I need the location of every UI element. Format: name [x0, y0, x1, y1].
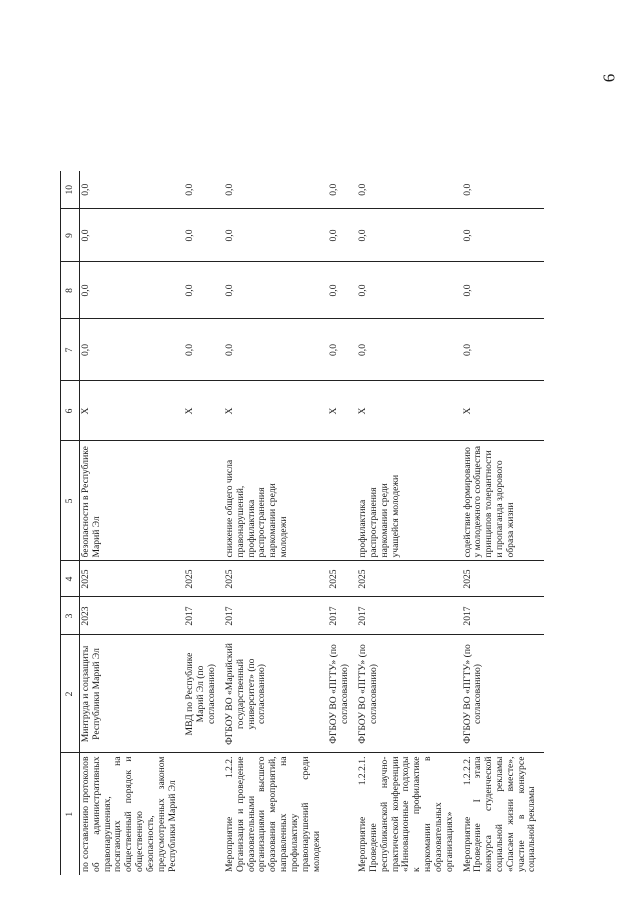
cell-mark: X — [80, 381, 185, 441]
cell-start-year: 2017 — [224, 597, 328, 635]
cell-measure: Мероприятие 1.2.2. Организация и проведение образовательными организациями высшего образования мероприятий, направленных на профилактику правонарушений среди молодежи — [223, 756, 322, 872]
cell-value: 0,0 — [184, 209, 223, 262]
cell-value: 0,0 — [357, 319, 461, 381]
cell-value: 0,0 — [184, 262, 223, 319]
cell-measure — [184, 753, 223, 875]
cell-value: 0,0 — [357, 209, 461, 262]
col-header-3: 3 — [61, 597, 80, 635]
cell-value: 0,0 — [80, 209, 185, 262]
cell-result: профилактика распространения наркомании среди учащейся молодежи — [357, 441, 461, 561]
cell-end-year: 2025 — [357, 561, 461, 597]
page-number: 6 — [599, 73, 619, 83]
table-row — [80, 171, 185, 875]
cell-result: безопасности в Республике Марий Эл — [80, 441, 185, 561]
cell-executor: ФГБОУ ВО «ПГТУ» (по согласованию) — [357, 635, 461, 753]
cell-start-year: 2017 — [328, 597, 357, 635]
cell-end-year: 2025 — [462, 561, 545, 597]
cell-value: 0,0 — [224, 171, 328, 209]
table-row — [357, 171, 461, 875]
cell-mark: X — [328, 381, 357, 441]
table-row — [184, 171, 223, 875]
table-row — [462, 171, 545, 875]
col-header-9: 9 — [61, 209, 80, 262]
cell-measure: Мероприятие 1.2.2.1. Проведение республиканской научно-практической конференции «Инновационные подходы к профилактике наркомании в образовательных организациях» — [357, 756, 455, 872]
cell-start-year: 2017 — [184, 597, 223, 635]
cell-executor: ФГБОУ ВО «ПГТУ» (по согласованию) — [462, 635, 545, 753]
cell-value: 0,0 — [462, 262, 545, 319]
table-row — [224, 171, 328, 875]
table-row — [328, 171, 357, 875]
cell-result — [184, 441, 223, 561]
cell-value: 0,0 — [184, 171, 223, 209]
col-header-10: 10 — [61, 171, 80, 209]
cell-measure — [328, 753, 357, 875]
cell-mark: X — [184, 381, 223, 441]
cell-mark: X — [357, 381, 461, 441]
cell-end-year: 2025 — [80, 561, 185, 597]
cell-value: 0,0 — [357, 171, 461, 209]
cell-value: 0,0 — [462, 171, 545, 209]
col-header-7: 7 — [61, 319, 80, 381]
cell-value: 0,0 — [357, 262, 461, 319]
cell-measure: Мероприятие 1.2.2.2. Проведение I этапа конкурса студенческой социальной рекламы «Спасаем жизни вместе», участие в конкурсе социальной рекламы — [461, 756, 538, 872]
cell-executor: Минтруда и соцзащиты Республики Марий Эл — [80, 635, 185, 753]
cell-measure: по составлению протоколов об административных правонарушениях, посягающих на общественный порядок и общественную безопасность, предусмотренных законом Республики Марий Эл — [80, 756, 178, 872]
cell-value: 0,0 — [184, 319, 223, 381]
cell-value: 0,0 — [328, 171, 357, 209]
header-row — [61, 171, 80, 875]
cell-mark: X — [462, 381, 545, 441]
cell-value: 0,0 — [462, 209, 545, 262]
col-header-4: 4 — [61, 561, 80, 597]
cell-end-year: 2025 — [184, 561, 223, 597]
cell-result: содействие формированию у молодежного сообщества принципов толерантности и пропаганда здорового образа жизни — [462, 441, 545, 561]
cell-executor: ФГБОУ ВО «Марийский государственный университет» (по согласованию) — [224, 635, 328, 753]
cell-start-year: 2023 — [80, 597, 185, 635]
cell-value: 0,0 — [328, 209, 357, 262]
cell-result — [328, 441, 357, 561]
cell-value: 0,0 — [224, 209, 328, 262]
cell-start-year: 2017 — [357, 597, 461, 635]
program-table — [60, 171, 544, 875]
col-header-8: 8 — [61, 262, 80, 319]
cell-value: 0,0 — [80, 262, 185, 319]
cell-value: 0,0 — [80, 319, 185, 381]
cell-end-year: 2025 — [328, 561, 357, 597]
cell-value: 0,0 — [328, 262, 357, 319]
cell-executor: МВД по Республике Марий Эл (по согласованию) — [184, 635, 223, 753]
col-header-6: 6 — [61, 381, 80, 441]
cell-value: 0,0 — [224, 262, 328, 319]
col-header-1: 1 — [61, 753, 80, 875]
cell-value: 0,0 — [224, 319, 328, 381]
col-header-2: 2 — [61, 635, 80, 753]
cell-end-year: 2025 — [224, 561, 328, 597]
cell-mark: X — [224, 381, 328, 441]
cell-result: снижение общего числа правонарушений, профилактика распространения наркомании среди молодежи — [224, 441, 328, 561]
cell-value: 0,0 — [80, 171, 185, 209]
col-header-5: 5 — [61, 441, 80, 561]
cell-value: 0,0 — [462, 319, 545, 381]
cell-executor: ФГБОУ ВО «ПГТУ» (по согласованию) — [328, 635, 357, 753]
cell-value: 0,0 — [328, 319, 357, 381]
cell-start-year: 2017 — [462, 597, 545, 635]
